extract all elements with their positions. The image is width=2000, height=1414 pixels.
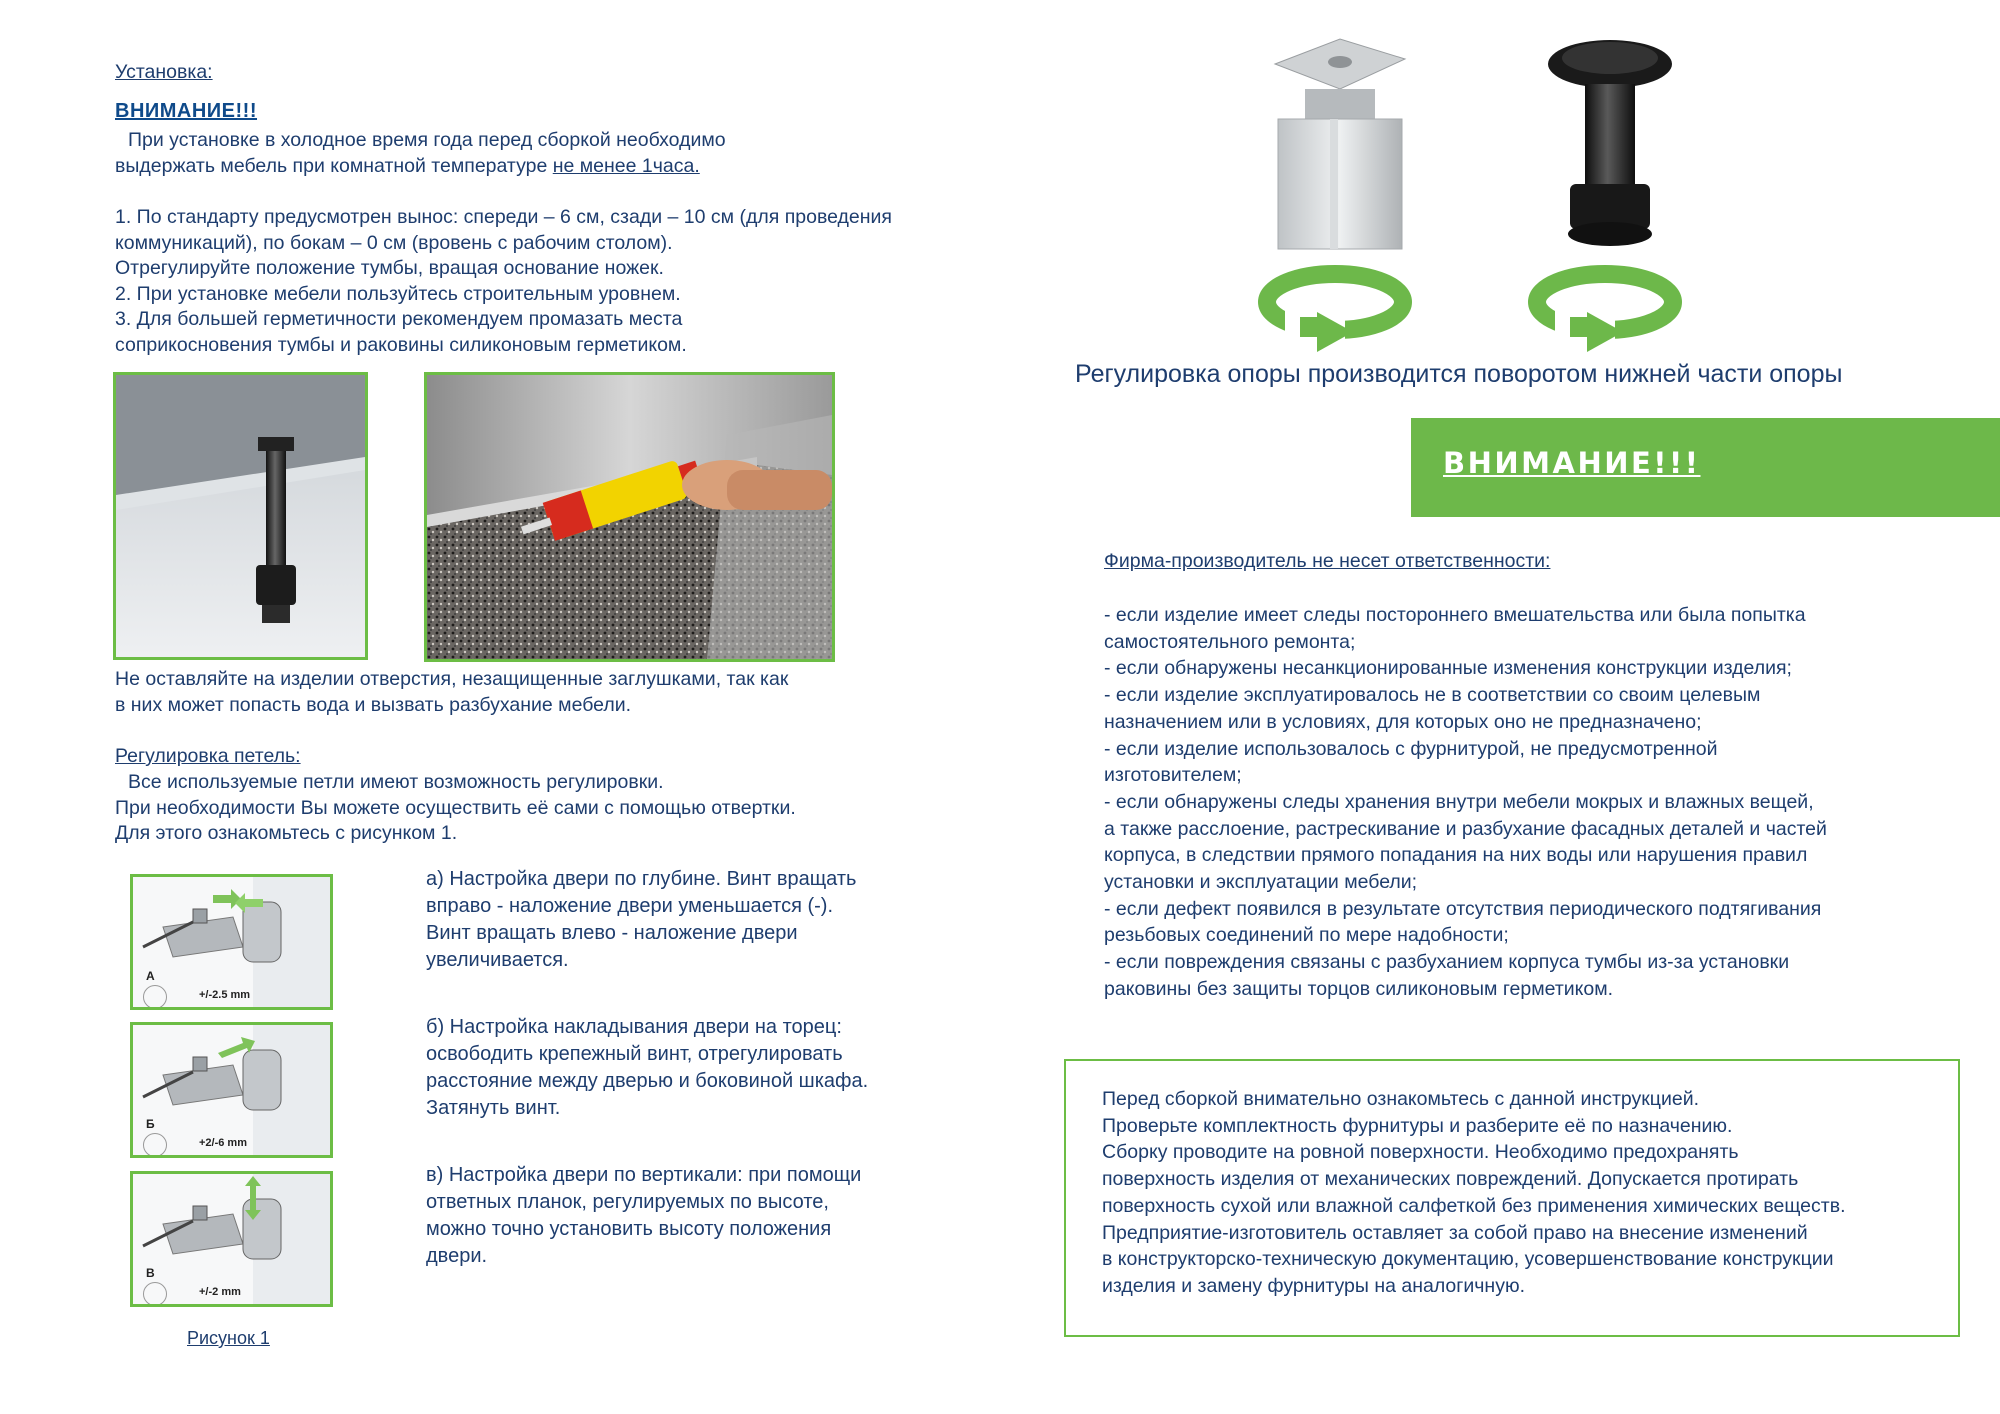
assembly-notice-box (1064, 1059, 1960, 1337)
liability-line: изготовителем; (1104, 764, 1242, 787)
attention-banner (1411, 418, 2000, 517)
liability-line: назначением или в условиях, для которых оно не предназначено; (1104, 710, 1702, 733)
liability-line: - если изделие использовалось с фурнитурой, не предусмотренной (1104, 737, 1718, 760)
adjust-line: Затянуть винт. (426, 1097, 561, 1119)
note-line: в них может попасть вода и вызвать разбухание мебели. (115, 693, 632, 716)
adjust-line: увеличивается. (426, 949, 569, 971)
adjust-b (426, 1014, 868, 1122)
notice-line: в конструкторско-техническую документацию, усовершенствование конструкции (1102, 1248, 1834, 1271)
hinge-letter: Б (146, 1117, 155, 1131)
adjust-line: в) Настройка двери по вертикали: при помощи (426, 1164, 862, 1186)
liability-heading: Фирма-производитель не несет ответственности: (1104, 550, 1551, 572)
hinge-circle (143, 1282, 167, 1306)
adjust-line: Винт вращать влево - наложение двери (426, 922, 798, 944)
sealant-photo (424, 372, 835, 662)
hinges-line: Для этого ознакомьтесь с рисунком 1. (115, 822, 458, 844)
notice-line: поверхность изделия от механических повреждений. Допускается протирать (1102, 1168, 1799, 1191)
support-caption: Регулировка опоры производится поворотом нижней части опоры (1075, 360, 1843, 388)
black-support-leg-image (1540, 34, 1680, 254)
step-line: 1. По стандарту предусмотрен вынос: спереди – 6 см, сзади – 10 см (для проведения (115, 206, 892, 228)
liability-line: - если изделие эксплуатировалось не в соответствии со своим целевым (1104, 684, 1761, 707)
hinge-figure-b (130, 1022, 333, 1158)
attention-text (115, 128, 726, 179)
holes-note (115, 667, 788, 718)
liability-line: установки и эксплуатации мебели; (1104, 871, 1418, 894)
notice-line: Перед сборкой внимательно ознакомьтесь с данной инструкцией. (1102, 1088, 1700, 1110)
leg-photo (113, 372, 368, 660)
adjust-line: двери. (426, 1245, 488, 1267)
liability-list (1104, 602, 1827, 1003)
liability-line: раковины без защиты торцов силиконовым герметиком. (1104, 977, 1614, 1000)
notice-text (1102, 1086, 1846, 1300)
rotate-arrow-icon (1255, 262, 1415, 352)
attention-title: ВНИМАНИЕ!!! (115, 100, 258, 122)
hinge-letter: В (146, 1266, 155, 1280)
liability-line: корпуса, в следствии прямого попадания на них воды или нарушения правил (1104, 844, 1808, 867)
step-line: 3. Для большей герметичности рекомендуем промазать места (115, 308, 683, 330)
liability-line: - если дефект появился в результате отсутствия периодического подтягивания (1104, 897, 1822, 920)
liability-line: - если обнаружены несанкционированные изменения конструкции изделия; (1104, 657, 1792, 680)
step-line: Отрегулируйте положение тумбы, вращая основание ножек. (115, 257, 664, 279)
adjust-line: можно точно установить высоту положения (426, 1218, 832, 1240)
hinge-circle (143, 985, 167, 1009)
adjust-line: вправо - наложение двери уменьшается (-). (426, 895, 834, 917)
rotate-arrow-icon (1525, 262, 1685, 352)
note-line: Не оставляйте на изделии отверстия, незащищенные заглушками, так как (115, 668, 789, 690)
attention-line-2: выдержать мебель при комнатной температуре не менее 1часа. (115, 154, 700, 177)
hinges-line: При необходимости Вы можете осуществить её сами с помощью отвертки. (115, 796, 796, 819)
liability-line: - если изделие имеет следы постороннего вмешательства или была попытка (1104, 604, 1806, 626)
install-steps (115, 205, 892, 358)
step-line: коммуникаций), по бокам – 0 см (вровень с рабочим столом). (115, 231, 673, 254)
hinges-line: Все используемые петли имеют возможность регулировки. (128, 771, 664, 793)
adjust-line: расстояние между дверью и боковиной шкафа. (426, 1070, 869, 1092)
figure-caption: Рисунок 1 (187, 1328, 270, 1348)
notice-line: изделия и замену фурнитуры на аналогичную. (1102, 1274, 1525, 1297)
adjust-c (426, 1162, 861, 1270)
liability-line: а также расслоение, растрескивание и разбухание фасадных деталей и частей (1104, 817, 1827, 840)
hinge-letter: А (146, 969, 155, 983)
notice-line: Предприятие-изготовитель оставляет за собой право на внесение изменений (1102, 1221, 1808, 1244)
step-line: соприкосновения тумбы и раковины силиконовым герметиком. (115, 333, 687, 356)
attention-line-1: При установке в холодное время года перед сборкой необходимо (128, 129, 726, 151)
hinge-figure-c (130, 1171, 333, 1307)
banner-title: ВНИМАНИЕ!!! (1443, 446, 1701, 480)
liability-line: - если повреждения связаны с разбуханием корпуса тумбы из-за установки (1104, 951, 1790, 974)
hinge-tolerance: +2/-6 mm (199, 1137, 247, 1149)
adjust-line: б) Настройка накладывания двери на торец: (426, 1016, 842, 1038)
adjust-a (426, 866, 856, 974)
install-heading: Установка: (115, 61, 213, 83)
liability-line: самостоятельного ремонта; (1104, 630, 1356, 653)
liability-line: - если обнаружены следы хранения внутри мебели мокрых и влажных вещей, (1104, 790, 1814, 813)
hinges-heading: Регулировка петель: (115, 745, 301, 767)
step-line: 2. При установке мебели пользуйтесь строительным уровнем. (115, 282, 681, 305)
notice-line: поверхность сухой или влажной салфеткой без применения химических веществ. (1102, 1194, 1846, 1217)
hinges-text (115, 770, 796, 847)
liability-line: резьбовых соединений по мере надобности; (1104, 924, 1509, 947)
notice-line: Сборку проводите на ровной поверхности. Необходимо предохранять (1102, 1141, 1739, 1164)
adjust-line: ответных планок, регулируемых по высоте, (426, 1191, 829, 1213)
adjust-line: а) Настройка двери по глубине. Винт вращать (426, 868, 857, 890)
gray-support-leg-image (1270, 34, 1410, 254)
hinge-tolerance: +/-2 mm (199, 1286, 241, 1298)
adjust-line: освободить крепежный винт, отрегулировать (426, 1043, 843, 1065)
hinge-figure-a (130, 874, 333, 1010)
hinge-circle (143, 1133, 167, 1157)
notice-line: Проверьте комплектность фурнитуры и разберите её по назначению. (1102, 1114, 1733, 1137)
hinge-tolerance: +/-2.5 mm (199, 989, 251, 1001)
